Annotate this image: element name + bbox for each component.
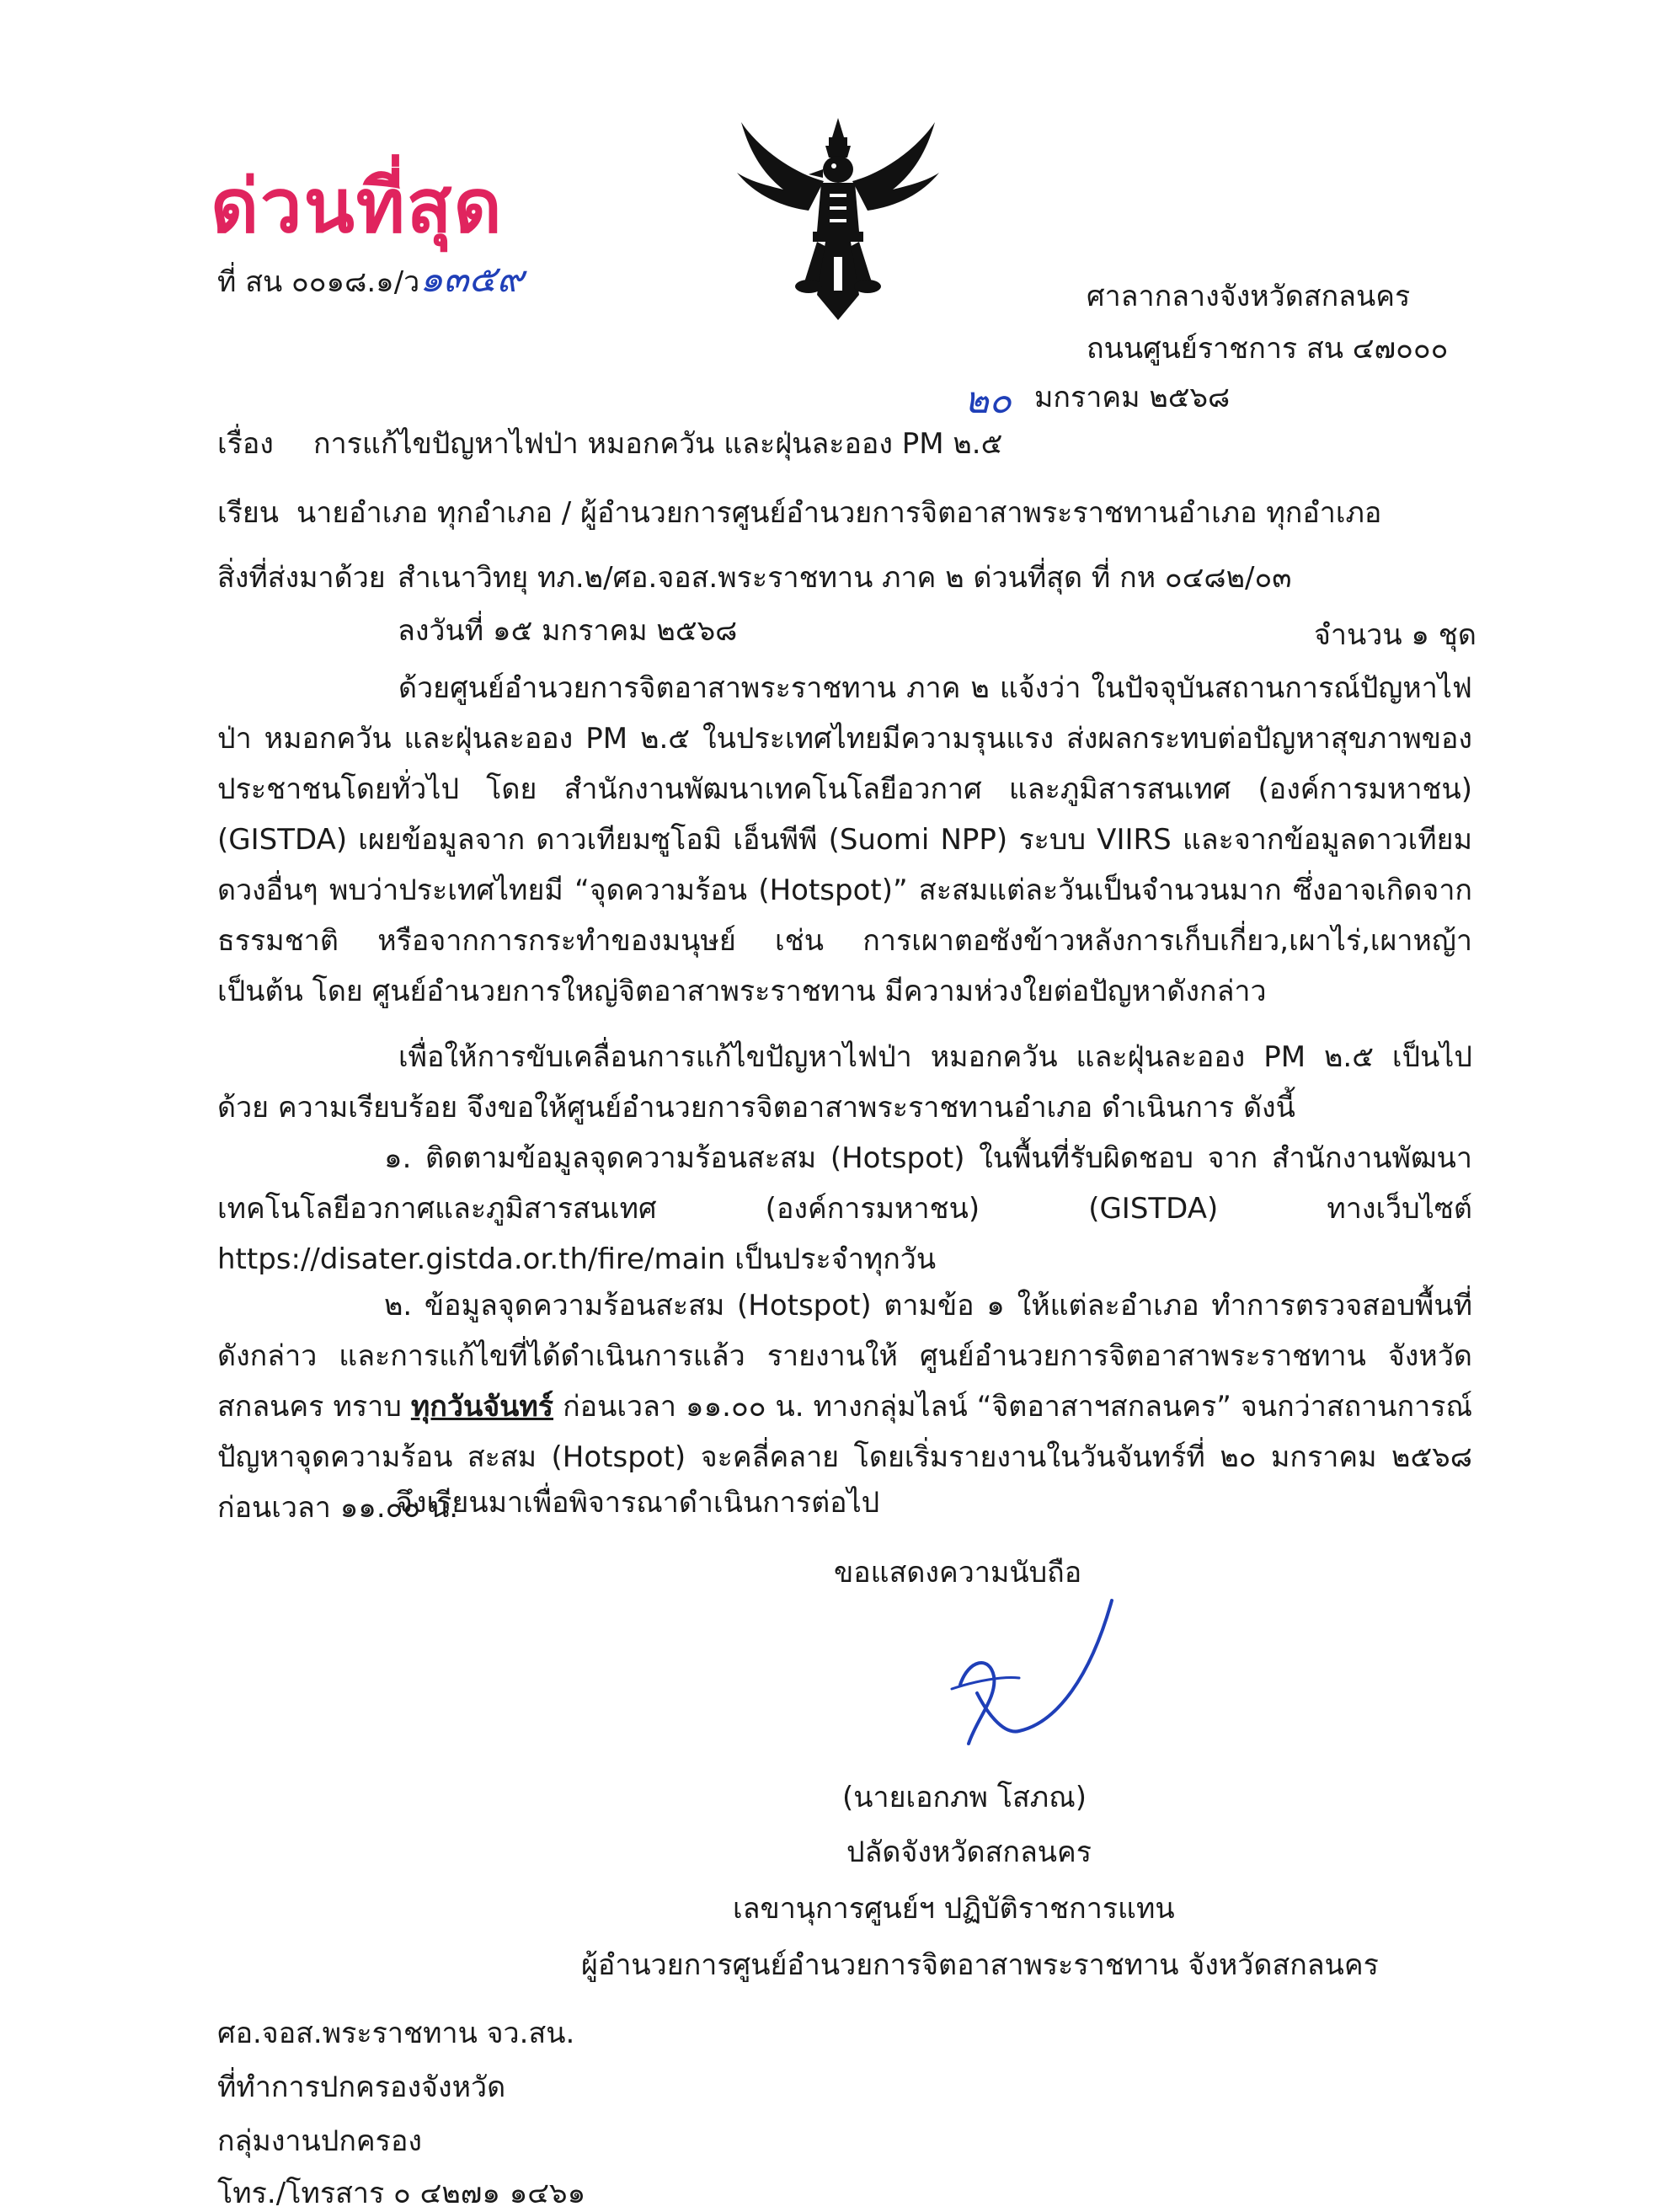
regards: ขอแสดงความนับถือ: [834, 1556, 1082, 1590]
recipient-label: เรียน: [217, 496, 280, 530]
body-paragraph-2: เพื่อให้การขับเคลื่อนการแก้ไขปัญหาไฟป่า หมอกควัน และฝุ่นละออง PM ๒.๕ เป็นไปด้วย ความเรียบร้อย จึงขอให้ศูนย์อำนวยการจิตอาสาพระราชทานอำเภอ ดำเนินการ ดังนี้: [217, 1040, 1472, 1125]
closing-line: จึงเรียนมาเพื่อพิจารณาดำเนินการต่อไป: [396, 1486, 880, 1520]
office-line-2: ถนนศูนย์ราชการ สน ๔๗๐๐๐: [1087, 332, 1449, 366]
signatory-position-3: ผู้อำนวยการศูนย์อำนวยการจิตอาสาพระราชทาน จังหวัดสกลนคร: [581, 1948, 1379, 1982]
enclosure-label: สิ่งที่ส่งมาด้วย: [217, 561, 386, 595]
document-number: [217, 258, 524, 301]
enclosure-line-2: ลงวันที่ ๑๕ มกราคม ๒๕๖๘: [398, 614, 738, 648]
contact-line-2: ที่ทำการปกครองจังหวัด: [217, 2070, 506, 2104]
contact-line-4: โทร./โทรสาร ๐ ๔๒๗๑ ๑๔๖๑: [217, 2177, 586, 2210]
contact-line-3: กลุ่มงานปกครอง: [217, 2124, 422, 2158]
date-handwritten-day: ๒๐: [964, 379, 1012, 422]
contact-line-1: ศอ.จอส.พระราชทาน จว.สน.: [217, 2017, 575, 2050]
signatory-position-2: เลขานุการศูนย์ฯ ปฏิบัติราชการแทน: [733, 1892, 1175, 1926]
office-line-1: ศาลากลางจังหวัดสกลนคร: [1087, 280, 1411, 313]
enclosure-line-1: สำเนาวิทยุ ทภ.๒/ศอ.จอส.พระราชทาน ภาค ๒ ด่วนที่สุด ที่ กห ๐๔๘๒/๐๓: [398, 561, 1292, 595]
body-item-2-underlined: ทุกวันจันทร์: [410, 1390, 554, 1424]
subject-text: การแก้ไขปัญหาไฟป่า หมอกควัน และฝุ่นละออง PM ๒.๕: [313, 427, 1003, 461]
signatory-position-1: ปลัดจังหวัดสกลนคร: [846, 1835, 1092, 1869]
garuda-emblem-icon: [724, 114, 952, 324]
document-number-printed: ที่ สน ๐๐๑๘.๑/ว: [217, 265, 420, 299]
handwritten-signature-icon: [910, 1584, 1129, 1777]
body-item-2-before: ๒. ข้อมูลจุดความร้อนสะสม (Hotspot) ตามข้อ ๑ ให้แต่ละอำเภอ ทำการตรวจสอบพื้นที่ ดังกล่าว และการแก้ไขที่ได้ดำเนินการแล้ว รายงานให้ ศูนย์อำนวยการจิตอาสาพระราชทาน จังหวัดสกลนคร ทราบ: [217, 1289, 1472, 1424]
body-paragraph-1: ด้วยศูนย์อำนวยการจิตอาสาพระราชทาน ภาค ๒ แจ้งว่า ในปัจจุบันสถานการณ์ปัญหาไฟป่า หมอกควัน และฝุ่นละออง PM ๒.๕ ในประเทศไทยมีความรุนแรง ส่งผลกระทบต่อปัญหาสุขภาพของประชาชนโดยทั่วไป โดย สำนักงานพัฒนาเทคโนโลยีอวกาศ และภูมิสารสนเทศ (องค์การมหาชน) (GISTDA) เผยข้อมูลจาก ดาวเทียมซูโอมิ เอ็นพีพี (Suomi NPP) ระบบ VIIRS และจากข้อมูลดาวเทียมดวงอื่นๆ พบว่าประเทศไทยมี “จุดความร้อน (Hotspot)” สะสมแต่ละวันเป็นจำนวนมาก ซึ่งอาจเกิดจากธรรมชาติ หรือจากการกระทำของมนุษย์ เช่น การเผาตอซังข้าวหลังการเก็บเกี่ยว,เผาไร่,เผาหญ้า เป็นต้น โดย ศูนย์อำนวยการใหญ่จิตอาสาพระราชทาน มีความห่วงใยต่อปัญหาดังกล่าว: [217, 671, 1472, 1008]
body-item-1: ๑. ติดตามข้อมูลจุดความร้อนสะสม (Hotspot) ในพื้นที่รับผิดชอบ จาก สำนักงานพัฒนา เทคโนโลยีอวกาศและภูมิสารสนเทศ (องค์การมหาชน) (GISTDA) ทางเว็บไซต์ https://disater.gistda.or.th/fire/main เป็นประจำทุกวัน: [217, 1141, 1472, 1276]
signatory-name: (นายเอกภพ โสภณ): [842, 1781, 1087, 1814]
urgent-stamp: ด่วนที่สุด: [211, 163, 504, 249]
date-month-year: มกราคม ๒๕๖๘: [1034, 381, 1231, 414]
subject-label: เรื่อง: [217, 427, 274, 461]
document-number-handwritten: ๑๓๕๙: [419, 258, 524, 301]
recipient-text: นายอำเภอ ทุกอำเภอ / ผู้อำนวยการศูนย์อำนวยการจิตอาสาพระราชทานอำเภอ ทุกอำเภอ: [296, 496, 1382, 530]
body-item-2-after: ก่อนเวลา ๑๑.๐๐ น. ทางกลุ่มไลน์ “จิตอาสาฯสกลนคร” จนกว่าสถานการณ์ปัญหาจุดความร้อน สะสม (Hotspot) จะคลี่คลาย โดยเริ่มรายงานในวันจันทร์ที่ ๒๐ มกราคม ๒๕๖๘ ก่อนเวลา ๑๑.๐๐ น.: [217, 1390, 1472, 1525]
enclosure-count: จำนวน ๑ ชุด: [1314, 618, 1476, 652]
